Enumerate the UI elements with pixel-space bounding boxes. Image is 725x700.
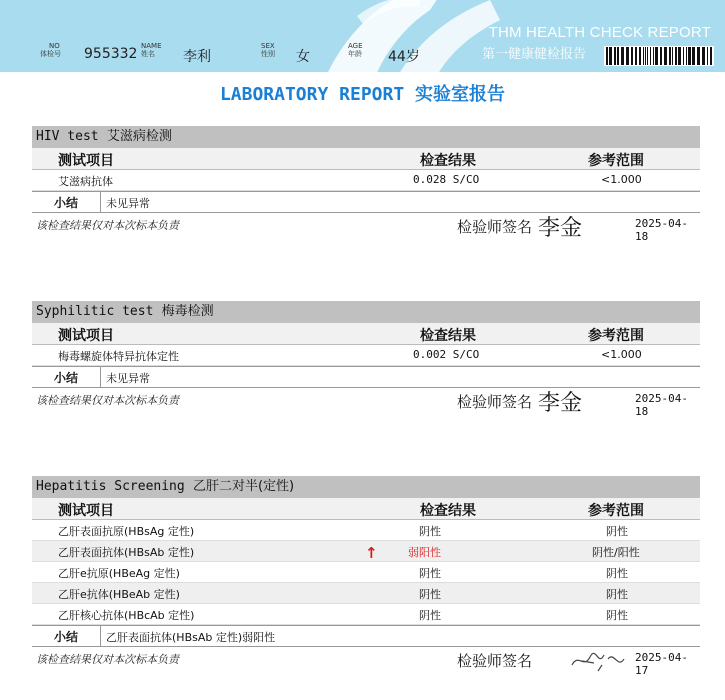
signature-row: 该检查结果仅对本次标本负责 检验师签名 2025-04-17 (32, 647, 700, 677)
name-value: 李利 (183, 49, 211, 65)
signer-name: 李金 (538, 216, 583, 241)
page-title: LABORATORY REPORT 实验室报告 (219, 84, 506, 105)
table-row: 梅毒螺旋体特异抗体定性 0.002 S/CO <1.000 (32, 345, 700, 366)
signature-row: 该检查结果仅对本次标本负责 检验师签名 李金 2025-04-18 (32, 213, 700, 243)
section-hiv (32, 126, 700, 243)
section-title: HIV test 艾滋病检测 (32, 126, 700, 148)
table-row-abnormal: 乙肝表面抗体(HBsAb 定性) ↑ 弱阳性 阴性/阳性 (32, 541, 700, 562)
table-row: 乙肝e抗体(HBeAb 定性) 阴性 阴性 (32, 583, 700, 604)
report-date: 2025-04-18 (635, 217, 688, 243)
section-syphilis (32, 301, 700, 418)
age-value: 44岁 (388, 49, 420, 65)
signer-name: 李金 (538, 391, 583, 416)
up-arrow-icon: ↑ (365, 544, 378, 562)
brand-chinese: 第一健康健检报告 (482, 47, 587, 62)
summary-row: 小结 未见异常 (32, 191, 700, 213)
signature-row: 该检查结果仅对本次标本负责 检验师签名 李金 2025-04-18 (32, 388, 700, 418)
report-header (0, 0, 725, 72)
report-date: 2025-04-18 (635, 392, 688, 418)
table-row: 艾滋病抗体 0.028 S/CO <1.000 (32, 170, 700, 191)
table-row: 乙肝表面抗原(HBsAg 定性) 阴性 阴性 (32, 520, 700, 541)
no-value: 955332 (84, 46, 138, 62)
table-row: 乙肝e抗原(HBeAg 定性) 阴性 阴性 (32, 562, 700, 583)
barcode-icon (604, 46, 714, 66)
section-title: Hepatitis Screening 乙肝二对半(定性) (32, 476, 700, 498)
report-date: 2025-04-17 (635, 651, 688, 677)
column-header: 测试项目 检查结果 参考范围 (32, 148, 700, 170)
table-row: 乙肝核心抗体(HBcAb 定性) 阴性 阴性 (32, 604, 700, 625)
column-header: 测试项目 检查结果 参考范围 (32, 498, 700, 520)
handwritten-signature (568, 647, 628, 675)
column-header: 测试项目 检查结果 参考范围 (32, 323, 700, 345)
summary-row: 小结 乙肝表面抗体(HBsAb 定性)弱阳性 (32, 625, 700, 647)
no-label: NO 体检号 (40, 42, 61, 58)
age-label: AGE 年龄 (348, 42, 363, 58)
sex-label: SEX 性别 (261, 42, 275, 58)
name-label: NAME 姓名 (141, 42, 162, 58)
summary-row: 小结 未见异常 (32, 366, 700, 388)
sex-value: 女 (296, 49, 310, 65)
section-title: Syphilitic test 梅毒检测 (32, 301, 700, 323)
brand-english: THM HEALTH CHECK REPORT (488, 24, 711, 41)
section-hepatitis (32, 476, 700, 677)
